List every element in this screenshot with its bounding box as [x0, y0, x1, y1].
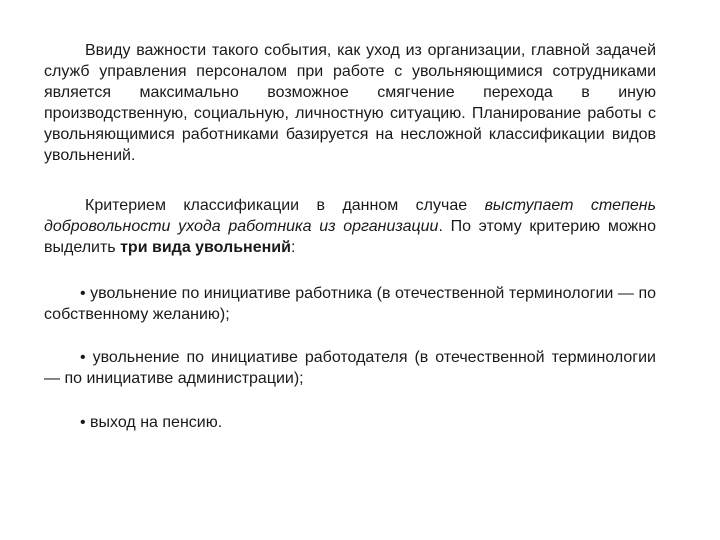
paragraph-intro: Ввиду важности такого события, как уход из организации, главной задачей служб управления персоналом при работе с увольняющимися сотрудниками является максимально возможное смягчение перехода в иную производственную, социальную, личностную ситуацию. Планирование работы с увольняющимися работниками базируется на несложной классификации видов увольнений. — [44, 42, 656, 164]
list-item: • увольнение по инициативе работника (в отечественной терминологии — по собственному желанию); — [44, 285, 656, 323]
criterion-bold-text: три вида увольнений — [120, 239, 291, 256]
criterion-text-before: Критерием классификации в данном случае — [85, 197, 485, 214]
criterion-italic-text: выступает степень добровольности ухода работника из организации — [44, 197, 656, 235]
criterion-text-middle: . По этому критерию можно выделить — [44, 218, 656, 256]
criterion-text-after: : — [290, 239, 296, 256]
paragraph-criterion — [44, 195, 656, 258]
list-item: • выход на пенсию. — [80, 414, 223, 431]
list-item: • увольнение по инициативе работодателя (в отечественной терминологии — по инициативе администрации); — [44, 349, 656, 387]
